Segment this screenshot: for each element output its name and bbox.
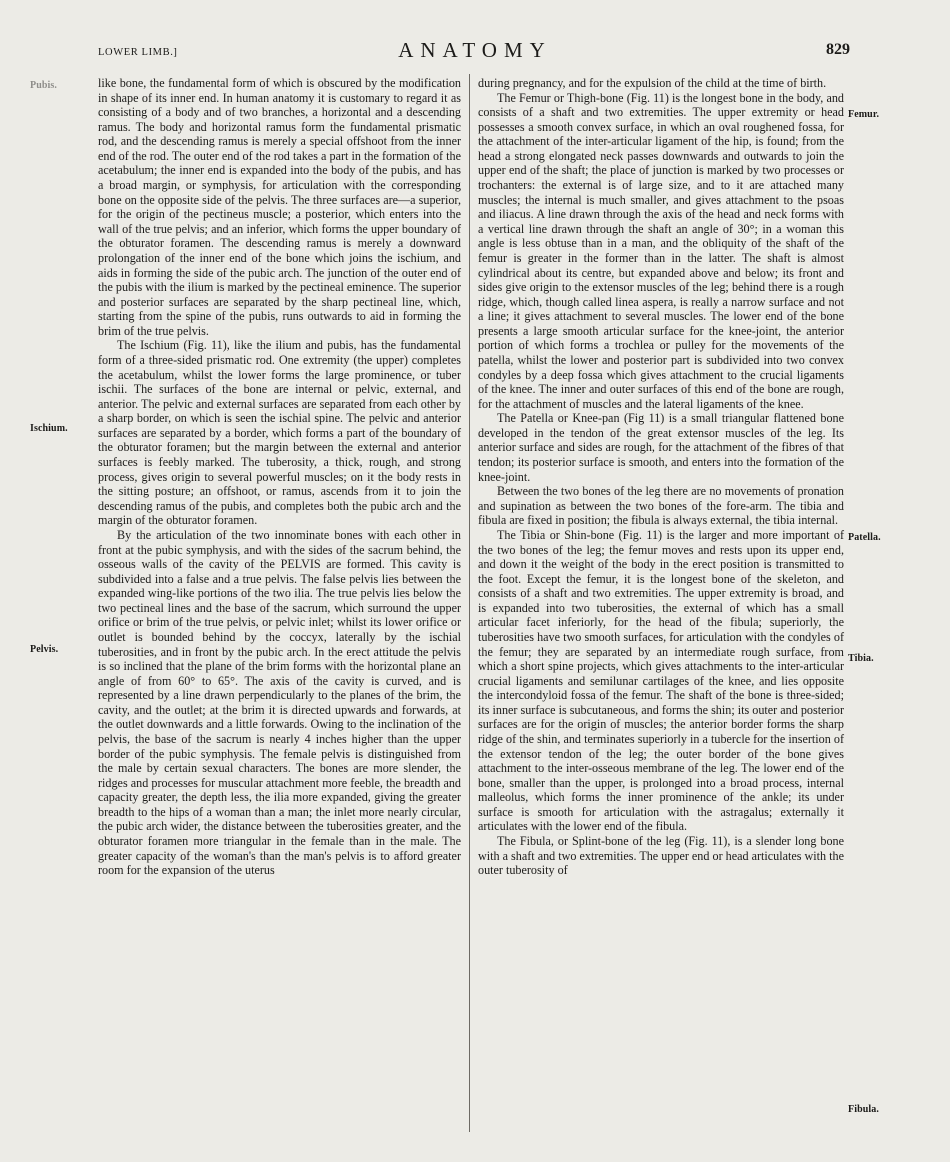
- paragraph: like bone, the fundamental form of which is obscured by the modification in shape of its inner end. In human anatomy it is customary to regard it as consisting of a body and of two branches, a horizontal and a descending ramus. The body and horizontal ramus form the fundamental prismatic rod, and the descending ramus is merely a special offshoot from the inner end of the rod. The outer end of the rod takes a part in the formation of the acetabulum; the inner end is expanded into the body of the pubis, and has a broad margin, or symphysis, for articulation with the corresponding bone on the opposite side of the pelvis. The three surfaces are—a superior, for the origin of the pectineus muscle; a posterior, which enters into the wall of the true pelvis; and an inferior, which forms the upper boundary of the obturator foramen. The descending ramus is merely a downward prolongation of the inner end of the bone which joins the ischium, and aids in forming the side of the pubic arch. The junction of the outer end of the pubis with the ilium is marked by the pectineal eminence. The superior and posterior surfaces are separated by the sharp pectineal line, which, starting from the spine of the pubis, runs outwards to aid in forming the brim of the true pelvis.: [98, 76, 461, 338]
- running-section: LOWER LIMB.]: [98, 47, 178, 58]
- paragraph: The Fibula, or Splint-bone of the leg (Fig. 11), is a slender long bone with a shaft and two extremities. The upper end or head articulates with the outer tuberosity of: [478, 834, 844, 878]
- paragraph: The Tibia or Shin-bone (Fig. 11) is the larger and more important of the two bones of the leg; the femur moves and rests upon its upper end, and down it the weight of the body in the erect position is transmitted to the foot. Except the femur, it is the longest bone of the skeleton, and consists of a shaft and two extremities. The upper extremity is broad, and is expanded into two tuberosities, the external of which has a small articular facet inferiorly, for the head of the fibula; superiorly, the tuberosities have two smooth surfaces, for articulation with the condyles of the femur; they are separated by an intermediate rough surface, from which a short spine projects, which gives attachments to the inter-articular crucial ligaments and semilunar cartilages of the knee, and lies opposite the intercondyloid fossa of the femur. The shaft of the bone is three-sided; its inner surface is subcutaneous, and forms the shin; its outer and posterior surfaces are for the origin of muscles; the anterior border forms the sharp ridge of the shin, and terminates superiorly in a tubercle for the insertion of the extensor tendon of the leg; the outer border of the bone gives attachment to the inter-osseous membrane of the leg. The lower end of the bone, smaller than the upper, is prolonged into a broad process, internal malleolus, which forms the inner prominence of the ankle; its under surface is smooth for articulation with the astragalus; externally it articulates with the lower end of the fibula.: [478, 527, 844, 834]
- margin-note-pelvis: Pelvis.: [30, 644, 59, 655]
- margin-note-femur: Femur.: [848, 109, 880, 120]
- page-header: [0, 38, 950, 68]
- paragraph: By the articulation of the two innominate bones with each other in front at the pubic symphysis, and with the sides of the sacrum behind, the osseous walls of the cavity of the PELVIS are formed. This cavity is subdivided into a false and a true pelvis. The false pelvis lies between the expanded wing-like portions of the two ilia. The true pelvis lies below the two pectineal lines and the base of the sacrum, which surround the upper orifice or brim of the true pelvis, or pelvic inlet; whilst its lower orifice or outlet is bounded behind by the coccyx, laterally by the ischial tuberosities, and in front by the pubic arch. In the erect attitude the pelvis is so inclined that the plane of the brim forms with the horizontal plane an angle of from 60° to 65°. The axis of the cavity is curved, and is represented by a line drawn perpendicularly to the planes of the brim, the cavity, and the outlet; at the brim it is directed upwards and forwards, at the outlet downwards and a little forwards. Owing to the inclination of the pelvis, the base of the sacrum is nearly 4 inches higher than the upper border of the pubic symphysis. The female pelvis is distinguished from the male by certain sexual characters. The bones are more slender, the ridges and processes for muscular attachment more feeble, the breadth and capacity greater, the depth less, the ilia more expanded, giving the greater breadth to the hips of a woman than a man; the inlet more nearly circular, the pubic arch wider, the distance between the tuberosities greater, and the obturator foramen more triangular in the female than in the male. The greater capacity of the woman's than the man's pelvis is to afford greater room for the expansion of the uterus: [98, 527, 461, 878]
- right-column: [478, 76, 844, 878]
- paragraph: The Patella or Knee-pan (Fig 11) is a small triangular flattened bone developed in the tendon of the great extensor muscles of the leg. Its anterior surface and sides are rough, for the attachment of the fibres of that tendon; its posterior surface is smooth, and enters into the formation of the knee-joint.: [478, 411, 844, 484]
- margin-note-tibia: Tibia.: [848, 653, 874, 664]
- margin-note-ischium: Ischium.: [30, 423, 68, 434]
- paragraph: Between the two bones of the leg there are no movements of pronation and supination as between the two bones of the fore-arm. The tibia and fibula are fixed in position; the fibula is always external, the tibia internal.: [478, 484, 844, 528]
- left-column: [98, 76, 461, 878]
- margin-note-fibula: Fibula.: [848, 1104, 879, 1115]
- page-number: 829: [826, 41, 850, 58]
- paragraph: during pregnancy, and for the expulsion of the child at the time of birth.: [478, 76, 827, 90]
- paragraph: The Femur or Thigh-bone (Fig. 11) is the longest bone in the body, and consists of a shaft and two extremities. The upper extremity or head possesses a smooth convex surface, in which an oval roughened fossa, for the attachment of the inter-articular ligament of the hip, is found; from the head a strong elongated neck passes downwards and outwards to join the upper end of the shaft; the place of junction is marked by two processes or trochanters: the external is of large size, and to it are attached many muscles; the internal is much smaller, and gives attachment to the psoas and iliacus. A line drawn through the axis of the head and neck forms with a vertical line drawn through the shaft an angle of 30°; in a woman this angle is less obtuse than in a man, and the obliquity of the shaft of the femur is greater in the former than in the latter. The shaft is almost cylindrical about its centre, but expanded above and below; its front and sides give origin to the extensor muscles of the leg; behind there is a rough ridge, which, though called linea aspera, is really a narrow surface and not a line; it gives attachment to several muscles. The lower end of the bone presents a large smooth articular surface for the knee-joint, the anterior portion of which forms a trochlea or pulley for the movements of the patella, whilst the lower and posterior part is subdivided into two convex condyles by a deep fossa which gives attachment to the crucial ligaments of the knee. The inner and outer surfaces of this end of the bone are rough, for the attachment of muscles and the lateral ligaments of the knee.: [478, 90, 844, 411]
- margin-note-patella: Patella.: [848, 532, 881, 543]
- column-divider: [469, 74, 470, 1132]
- margin-note-pubis: Pubis.: [30, 80, 58, 91]
- paragraph: The Ischium (Fig. 11), like the ilium and pubis, has the fundamental form of a three-sided prismatic rod. One extremity (the upper) completes the acetabulum, whilst the lower forms the large prominence, or tuber ischii. The surfaces of the bone are internal or pelvic, external, and anterior. The pelvic and external surfaces are separated from each other by a sharp border, on which is seen the ischial spine. The pelvic and anterior surfaces are separated by a border, which forms a part of the boundary of the obturator foramen; but the margin between the external and anterior surfaces is feebly marked. The tuberosity, a thick, rough, and strong process, gives origin to several powerful muscles; on it the body rests in the sitting posture; an offshoot, or ramus, ascends from it to join the descending ramus of the pubis, and completes both the pubic arch and the margin of the obturator foramen.: [98, 338, 461, 528]
- page-title: ANATOMY: [398, 38, 552, 62]
